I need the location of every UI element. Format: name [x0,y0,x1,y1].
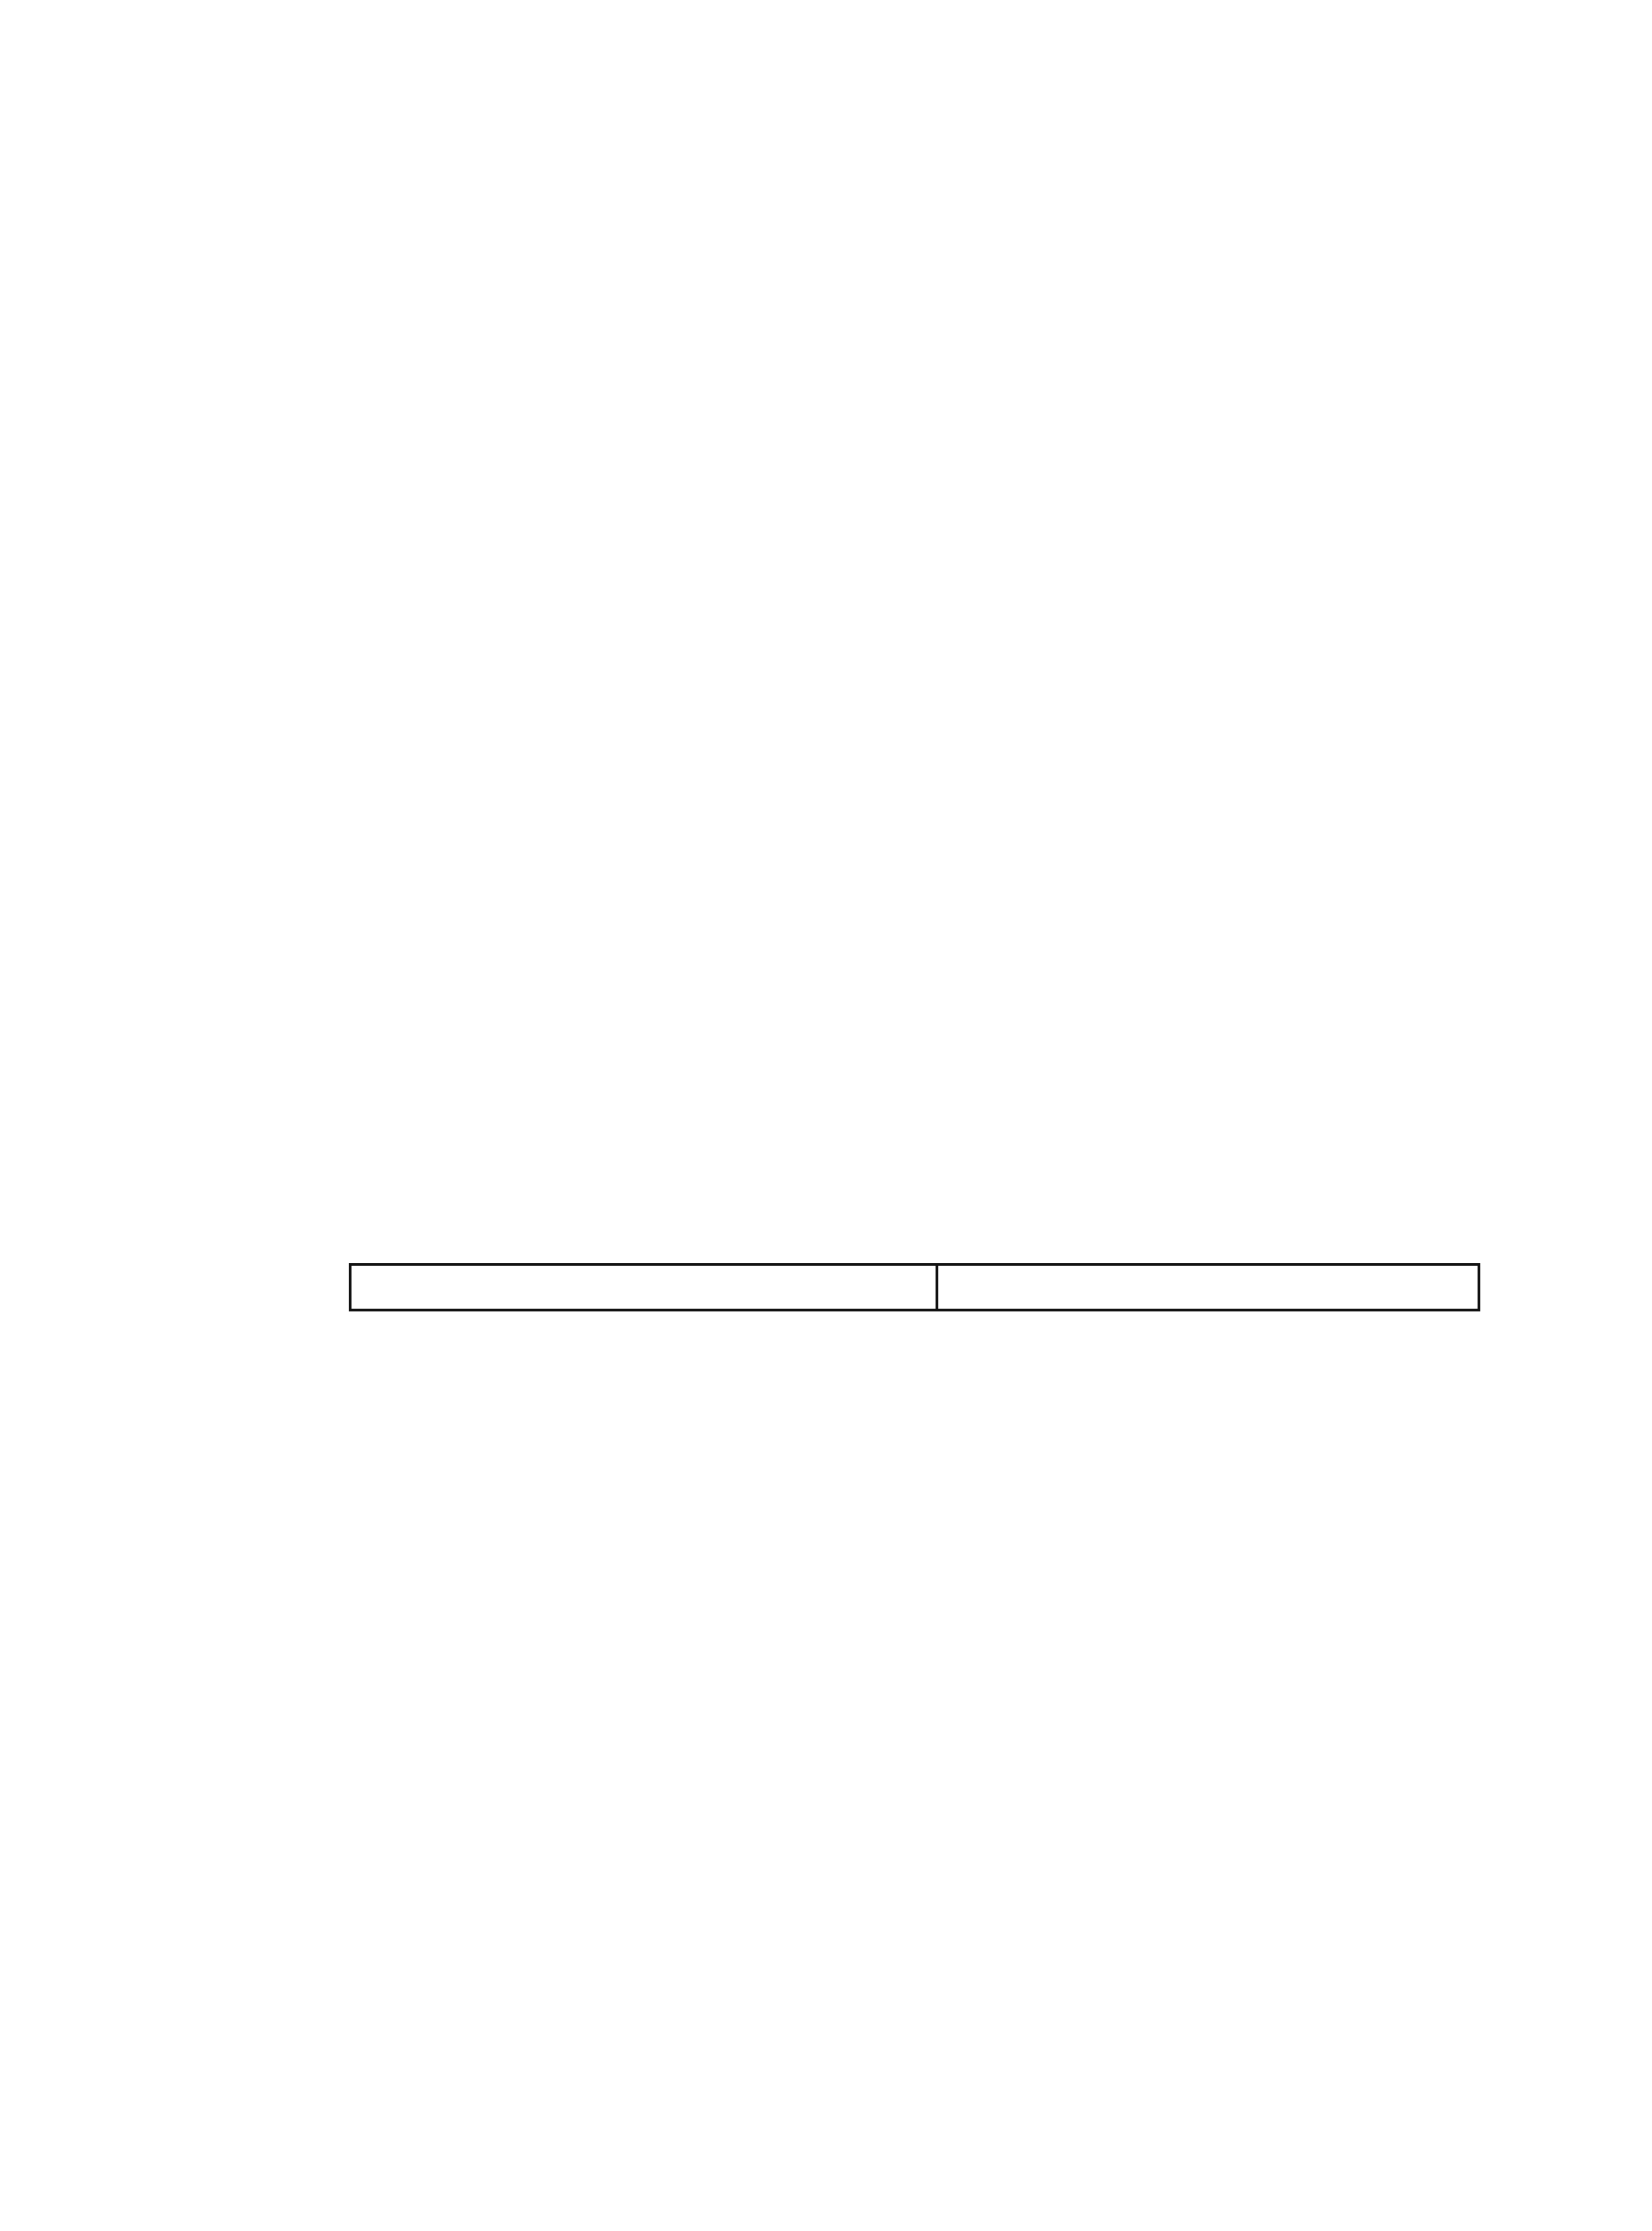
header-composition [351,1265,937,1311]
header-quantity [937,1265,1479,1311]
bitumen-paste-table [349,1263,1480,1311]
table-header-row [351,1265,1479,1311]
